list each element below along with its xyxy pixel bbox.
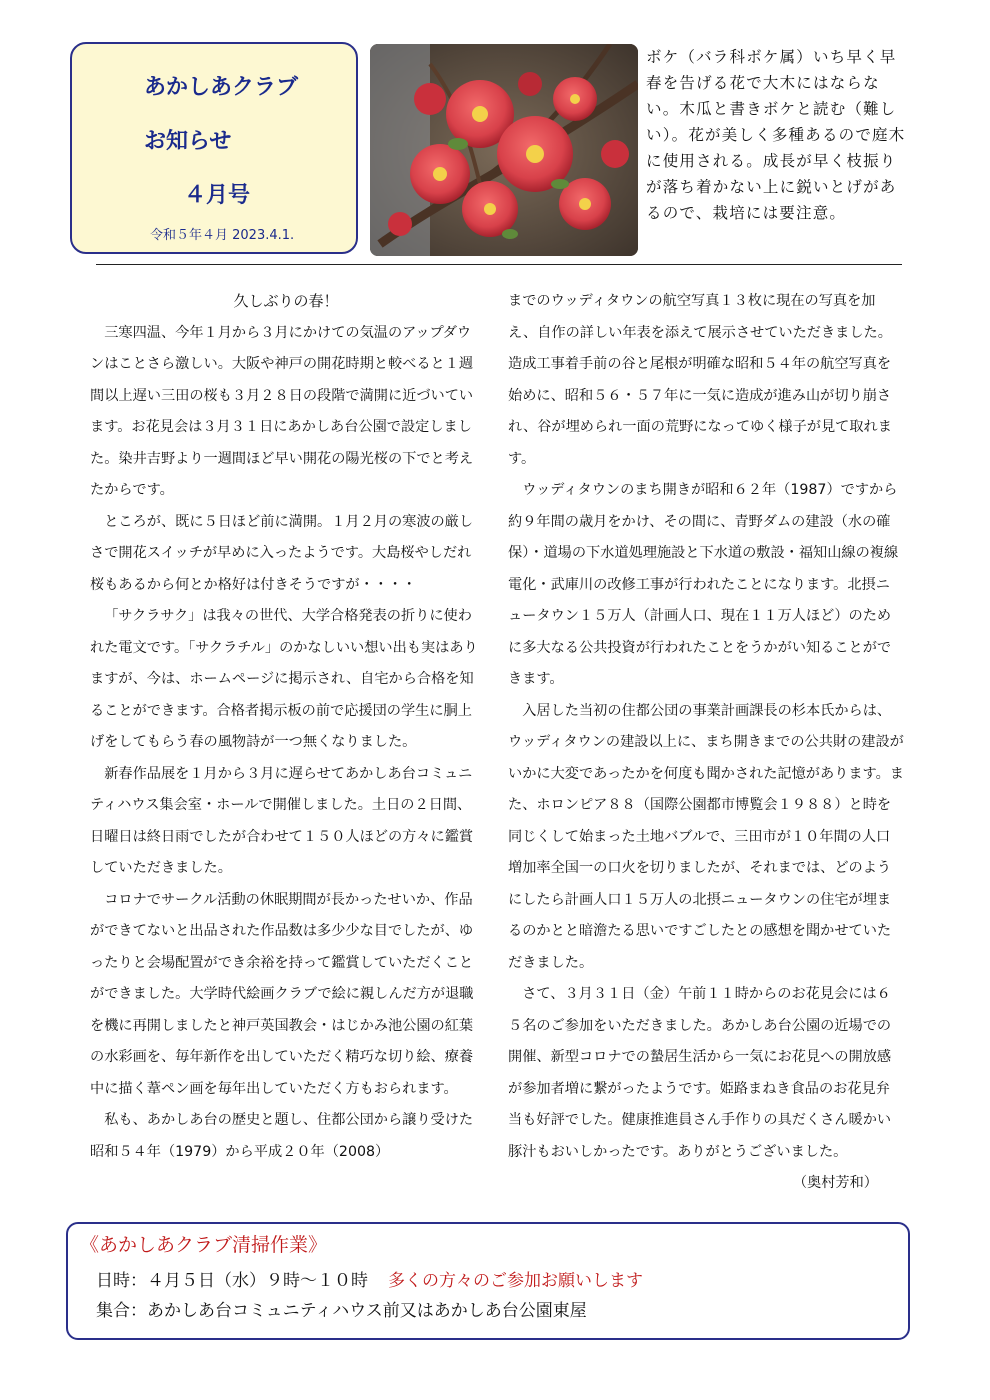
cleanup-notice-box	[66, 1222, 910, 1340]
issue-label: ４月号	[184, 183, 251, 208]
article-paragraph: 「サクラサク」は我々の世代、大学合格発表の折りに使われた電文です。「サクラチル」のかなしいい想い出も実はありますが、今は、ホームページに掲示され、自宅から合格を知ることができます。合格者掲示板の前で応援団の学生に胴上げをしてもらう春の風物詩が一つ無くなりました。	[90, 608, 478, 750]
article-title: 久しぶりの春！	[233, 292, 339, 310]
article-paragraph: ウッディタウンのまち開きが昭和６２年（1987）ですから約９年間の歳月をかけ、その間に、青野ダムの建設（水の確保）・道場の下水道処理施設と下水道の敷設・福知山線の複線電化・武庫川の改修工事が行われたことになります。北摂ニュータウン１５万人（計画人口、現在１１万人ほど）のために多大なる公共投資が行われたことをうかがい知ることができます。	[508, 482, 899, 687]
header-divider	[96, 264, 902, 265]
article-left-column	[90, 286, 482, 1168]
author-signature: （奥村芳和）	[792, 1175, 878, 1191]
article-right-column	[508, 286, 904, 1200]
article-paragraph: さて、３月３１日（金）午前１１時からのお花見会には６５名のご参加をいただきました。あかしあ台公園の近場での開催、新型コロナでの蟄居生活から一気にお花見への開放感が参加者増に繋がったようです。姫路まねき食品のお花見弁当も好評でした。健康推進員さん手作りの具だくさん暖かい豚汁もおいしかったです。ありがとうございました。	[508, 986, 892, 1160]
newsletter-title-box	[70, 42, 358, 254]
article-paragraph: 私も、あかしあ台の歴史と題し、住都公団から譲り受けた昭和５４年（1979）から平成２０年（2008）	[90, 1112, 474, 1160]
notice-label: お知らせ	[144, 129, 232, 154]
article-paragraph: 入居した当初の住都公団の事業計画課長の杉本氏からは、ウッディタウンの建設以上に、まち開きまでの公共財の建設がいかに大変であったかを何度も聞かされた記憶があります。また、ホロンピア８８（国際公園都市博覧会１９８８）と時を同じくして始まった土地バブルで、三田市が１０年間の人口増加率全国一の口火を切りましたが、それまでは、どのようにしたら計画人口１５万人の北摂ニュータウンの住宅が埋まるのかとと暗澹たる思いですごしたとの感想を聞かせていただきました。	[508, 702, 904, 971]
cleanup-date-row	[96, 1266, 643, 1291]
article-paragraph: コロナでサークル活動の休眠期間が長かったせいか、作品ができてないと出品された作品数は多少少な目でしたが、ゆったりと会場配置ができ余裕を持って鑑賞していただくことができました。大学時代絵画クラブで絵に親しんだ方が退職を機に再開しましたと神戸英国教会・はじかみ池公園の紅葉の水彩画を、毎年新作を出していただく精巧な切り絵、療養中に描く葦ペン画を毎年出していただく方もおられます。	[90, 891, 474, 1097]
article-paragraph: ところが、既に５日ほど前に満開。１月２月の寒波の厳しさで開花スイッチが早めに入ったようです。大島桜やしだれ桜もあるから何とか格好は付きそうですが・・・・	[90, 513, 474, 593]
club-name: あかしあクラブ	[144, 75, 299, 100]
place-label: 集合：	[96, 1301, 147, 1321]
cleanup-title: 《あかしあクラブ清掃作業》	[80, 1234, 328, 1256]
date-value: ４月５日（水）９時～１０時	[147, 1271, 368, 1291]
cleanup-place-row	[96, 1296, 587, 1321]
date-label: 日時：	[96, 1271, 147, 1291]
flower-description: ボケ（バラ科ボケ属）いち早く早春を告げる花で大木にはならない。木瓜と書きボケと読む（難しい）。花が美しく多種あるので庭木に使用される。成長が早く枝振りが落ち着かない上に鋭いとげがあるので、栽培には要注意。	[646, 48, 906, 222]
article-paragraph: 三寒四温、今年１月から３月にかけての気温のアップダウンはことさら激しい。大阪や神戸の開花時期と較べると１週間以上遅い三田の桜も３月２８日の段階で満開に近づいています。お花見会は３月３１日にあかしあ台公園で設定しました。染井吉野より一週間ほど早い開花の陽光桜の下でと考えたからです。	[90, 324, 474, 498]
quince-blossom-image	[370, 44, 638, 256]
issue-date: 令和５年４月 2023.4.1.	[150, 228, 295, 243]
place-value: あかしあ台コミュニティハウス前又はあかしあ台公園東屋	[147, 1301, 587, 1321]
participation-request: 多くの方々のご参加お願いします	[388, 1271, 643, 1291]
article-paragraph: 新春作品展を１月から３月に遅らせてあかしあ台コミュニティハウス集会室・ホールで開催しました。土日の２日間、日曜日は終日雨でしたが合わせて１５０人ほどの方々に鑑賞していただきました。	[90, 765, 474, 876]
flower-photo	[370, 44, 638, 256]
article-paragraph: までのウッディタウンの航空写真１３枚に現在の写真を加え、自作の詳しい年表を添えて展示させていただきました。造成工事着手前の谷と尾根が明確な昭和５４年の航空写真を始めに、昭和５６・５７年に一気に造成が進み山が切り崩され、谷が埋められ一面の荒野になってゆく様子が見て取れます。	[508, 293, 892, 467]
